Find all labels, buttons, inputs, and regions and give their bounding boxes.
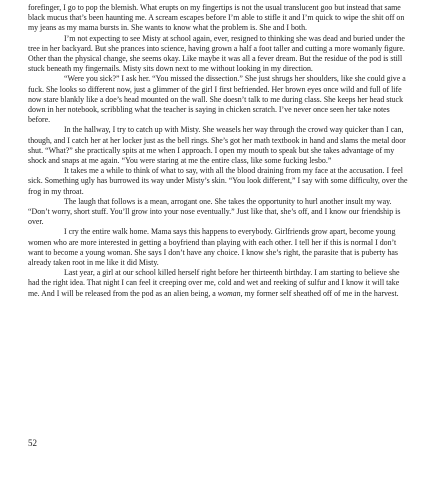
paragraph-7: I cry the entire walk home. Mama says this happens to everybody. Girlfriends grow apart, become young women who are more interested in getting a boyfriend than playing with each other. I tell her if this is normal I don’t want to become a young woman. She says I don’t have any choice. I know she’s right, the parasite that is puberty has already taken root in me like it did Misty. [28, 227, 398, 268]
paragraph-8-text-before: Last year, a girl at our school killed herself right before her thirteenth birthday. I am starting to believe she had the right idea. That night I can feel it creeping over me, cold and wet and reeking of sulfur and I know it will take me. And I will be released from the pod as an alien being, a [28, 268, 400, 298]
paragraph-8-text-after: my former self sheathed off of me in the harvest. [242, 288, 399, 298]
paragraph-4: In the hallway, I try to catch up with Misty. She weasels her way through the crowd way quicker than I can, though, and I catch her at her locker just as the bell rings. She’s got her math textbook in hand and slams the metal door shut. “What?” she practically spits at me when I approach. I open my mouth to speak but she takes advantage of my shock and snaps at me again. “You were staring at me the entire class, like some fucking lesbo.” [28, 125, 406, 166]
paragraph-3: “Were you sick?” I ask her. “You missed the dissection.” She just shrugs her shoulders, like she could give a fuck. She looks so different now, just a glimmer of the girl I first befriended. Her brown eyes once wild and full of life now stare blankly like a doe’s head mounted on the wall. She doesn’t talk to me during class. She keeps her head stuck down in her notebook, scribbling what the teacher is saying in chicken scratch. I’ve never once seen her take notes before. [28, 74, 406, 125]
paragraph-1: forefinger, I go to pop the blemish. What erupts on my fingertips is not the usual translucent goo but instead that same black mucus that’s been haunting me. A scream escapes before I’m able to stifle it and I’m quick to wipe the shit off on my jeans as my mama bursts in. She wants to know what the problem is. She and I both. [28, 3, 405, 33]
paragraph-8 [28, 268, 410, 299]
paragraph-5: It takes me a while to think of what to say, with all the blood draining from my face at the accusation. I feel sick. Something ugly has burrowed its way under Misty’s skin. “You look different,” I say with some difficulty, over the frog in my throat. [28, 166, 408, 196]
body-text [28, 3, 410, 299]
paragraph-8-emphasis: woman, [217, 288, 243, 298]
paragraph-6: The laugh that follows is a mean, arrogant one. She takes the opportunity to hurl another insult my way. “Don’t worry, short stuff. You’ll grow into your nose eventually.” Just like that, she’s off, and I know our friendship is over. [28, 196, 401, 227]
paragraph-2: I’m not expecting to see Misty at school again, ever, resigned to thinking she was dead and buried under the tree in her backyard. But she prances into science, having grown a half a foot taller and cutting a more womanly figure. Other than the physical change, she seems okay. Like maybe it was all a fever dream. But the residue of the pod is still stuck beneath my fingernails. Misty sits down next to me without looking in my direction. [28, 33, 405, 74]
page-number: 52 [28, 438, 37, 448]
